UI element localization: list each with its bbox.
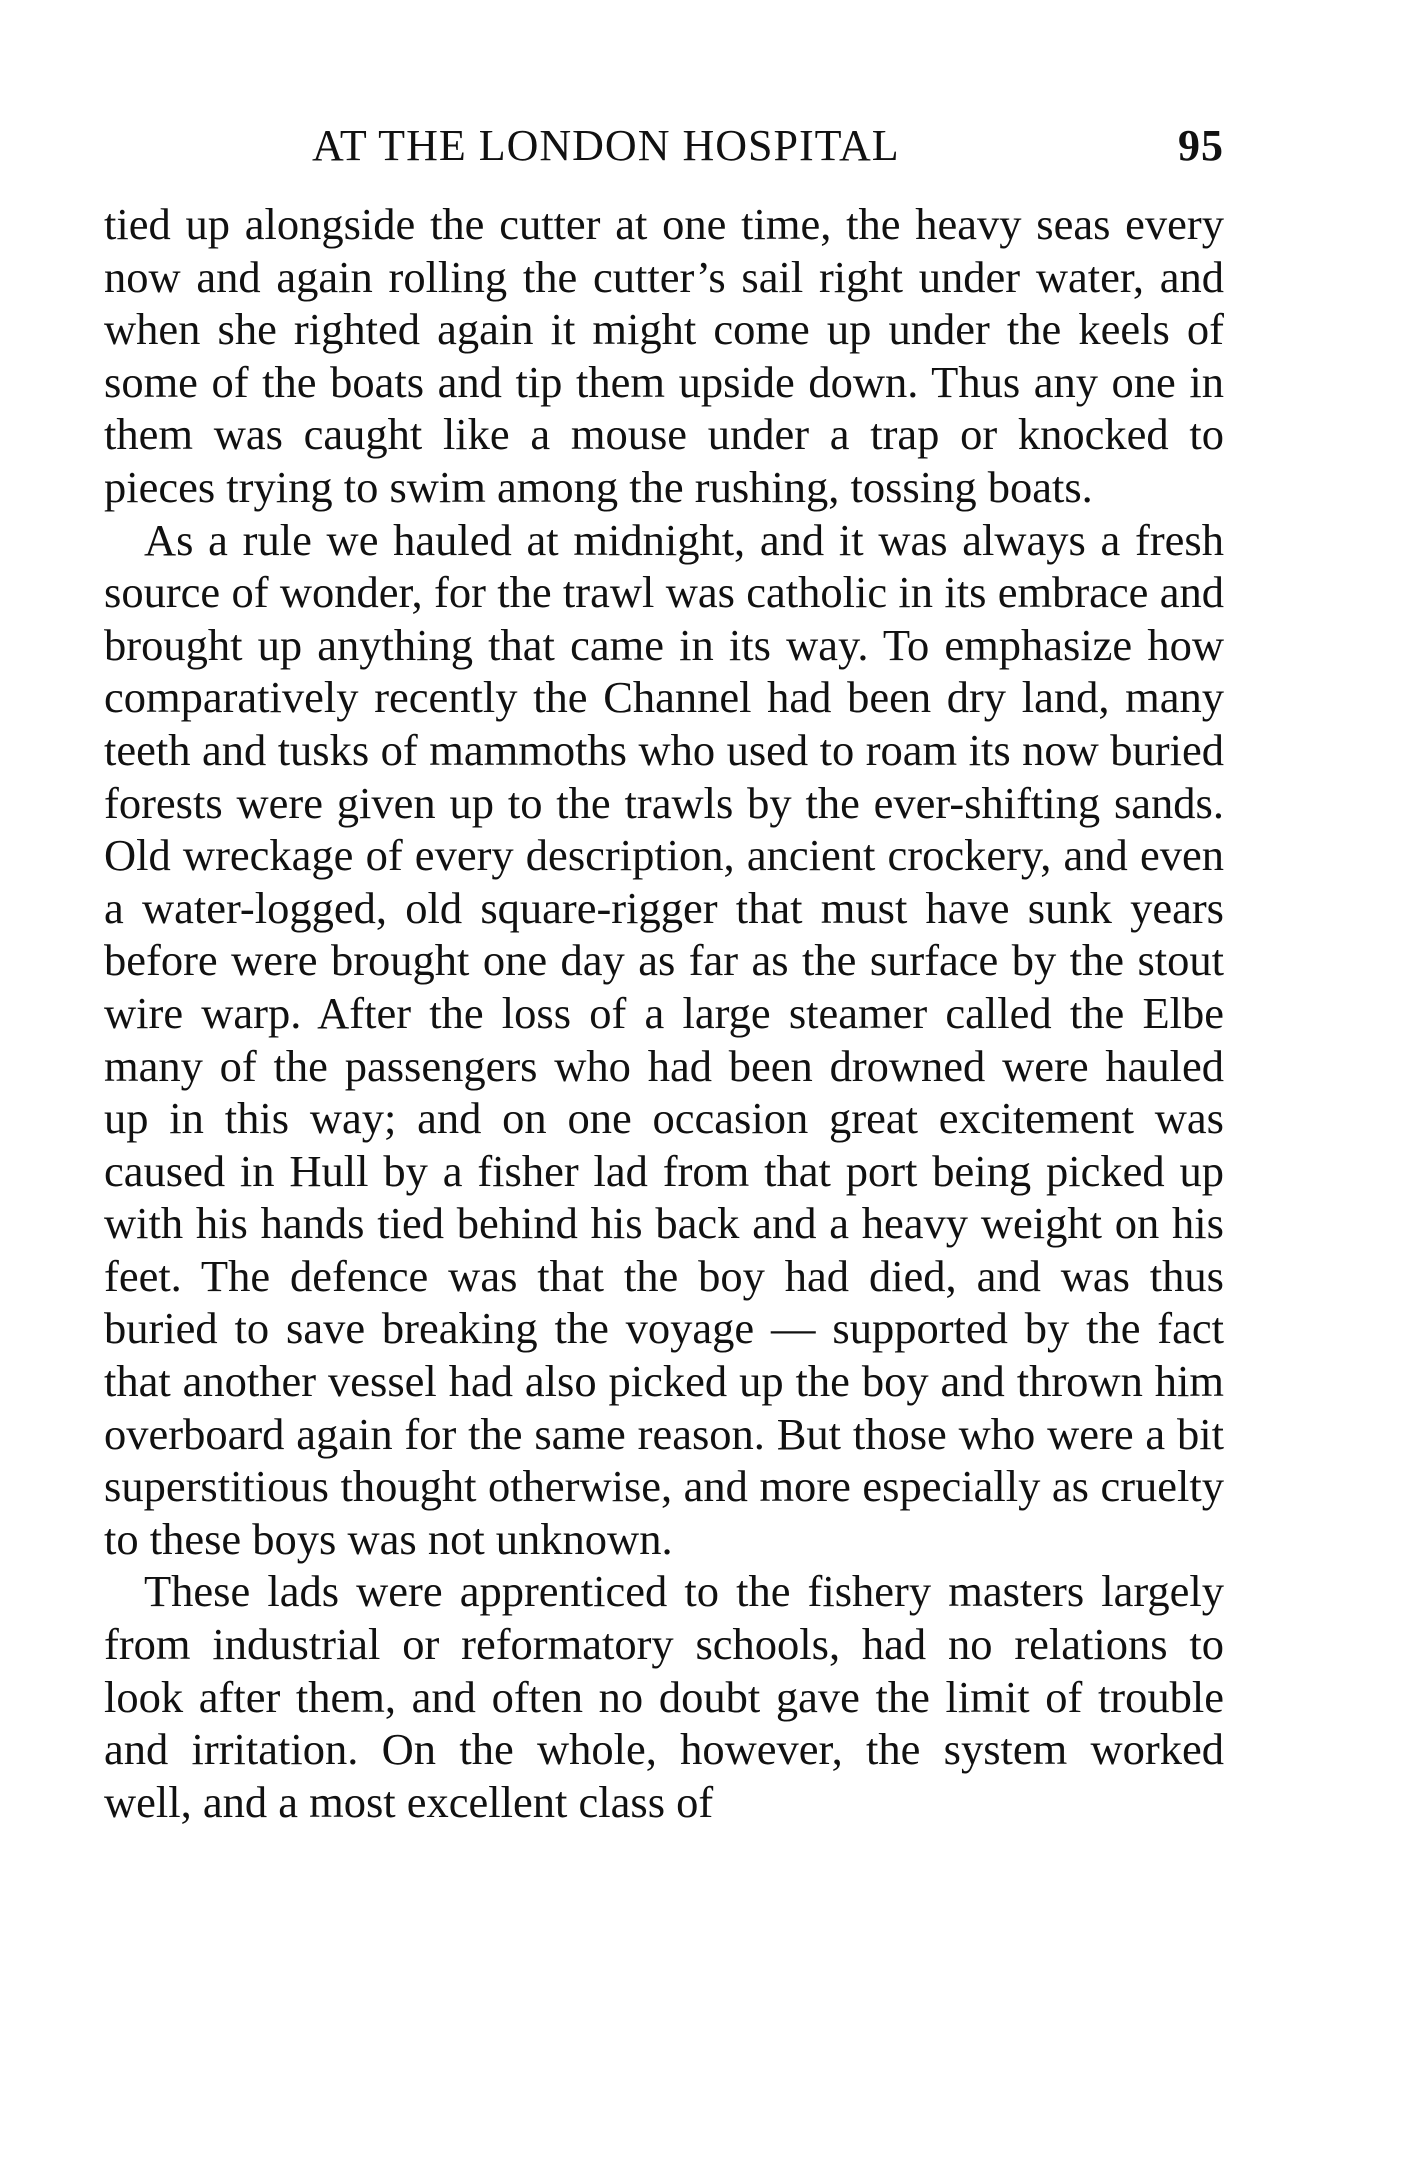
paragraph-continued: tied up alongside the cutter at one time, the heavy seas every now and again rolling the cutter’s sail right under water, and when she righted again it might come up under the keels of some of the boats and tip them upside down. Thus any one in them was caught like a mouse under a trap or knocked to pieces trying to swim among the rushing, tossing boats. <box>104 199 1224 512</box>
page-number: 95 <box>1178 121 1224 170</box>
paragraph-apprentices: These lads were apprenticed to the fishery masters largely from industrial or reformatory schools, had no relations to look after them, and often no doubt gave the limit of trouble and irritation. On the whole, however, the system worked well, and a most excellent class of <box>104 1566 1224 1827</box>
running-title: AT THE LONDON HOSPITAL <box>312 121 900 170</box>
body-text <box>104 198 1224 1828</box>
book-page <box>104 120 1224 1828</box>
paragraph-trawl: As a rule we hauled at midnight, and it was always a fresh source of wonder, for the trawl was catholic in its embrace and brought up anything that came in its way. To emphasize how comparatively recently the Channel had been dry land, many teeth and tusks of mammoths who used to roam its now buried forests were given up to the trawls by the ever-shifting sands. Old wreckage of every description, ancient crockery, and even a water-logged, old square-rigger that must have sunk years before were brought one day as far as the surface by the stout wire warp. After the loss of a large steamer called the Elbe many of the passengers who had been drowned were hauled up in this way; and on one occasion great excitement was caused in Hull by a fisher lad from that port being picked up with his hands tied behind his back and a heavy weight on his feet. The defence was that the boy had died, and was thus buried to save breaking the voyage — supported by the fact that another vessel had also picked up the boy and thrown him overboard again for the same reason. But those who were a bit superstitious thought otherwise, and more especially as cruelty to these boys was not unknown. <box>104 514 1224 1564</box>
running-header <box>104 120 1224 190</box>
